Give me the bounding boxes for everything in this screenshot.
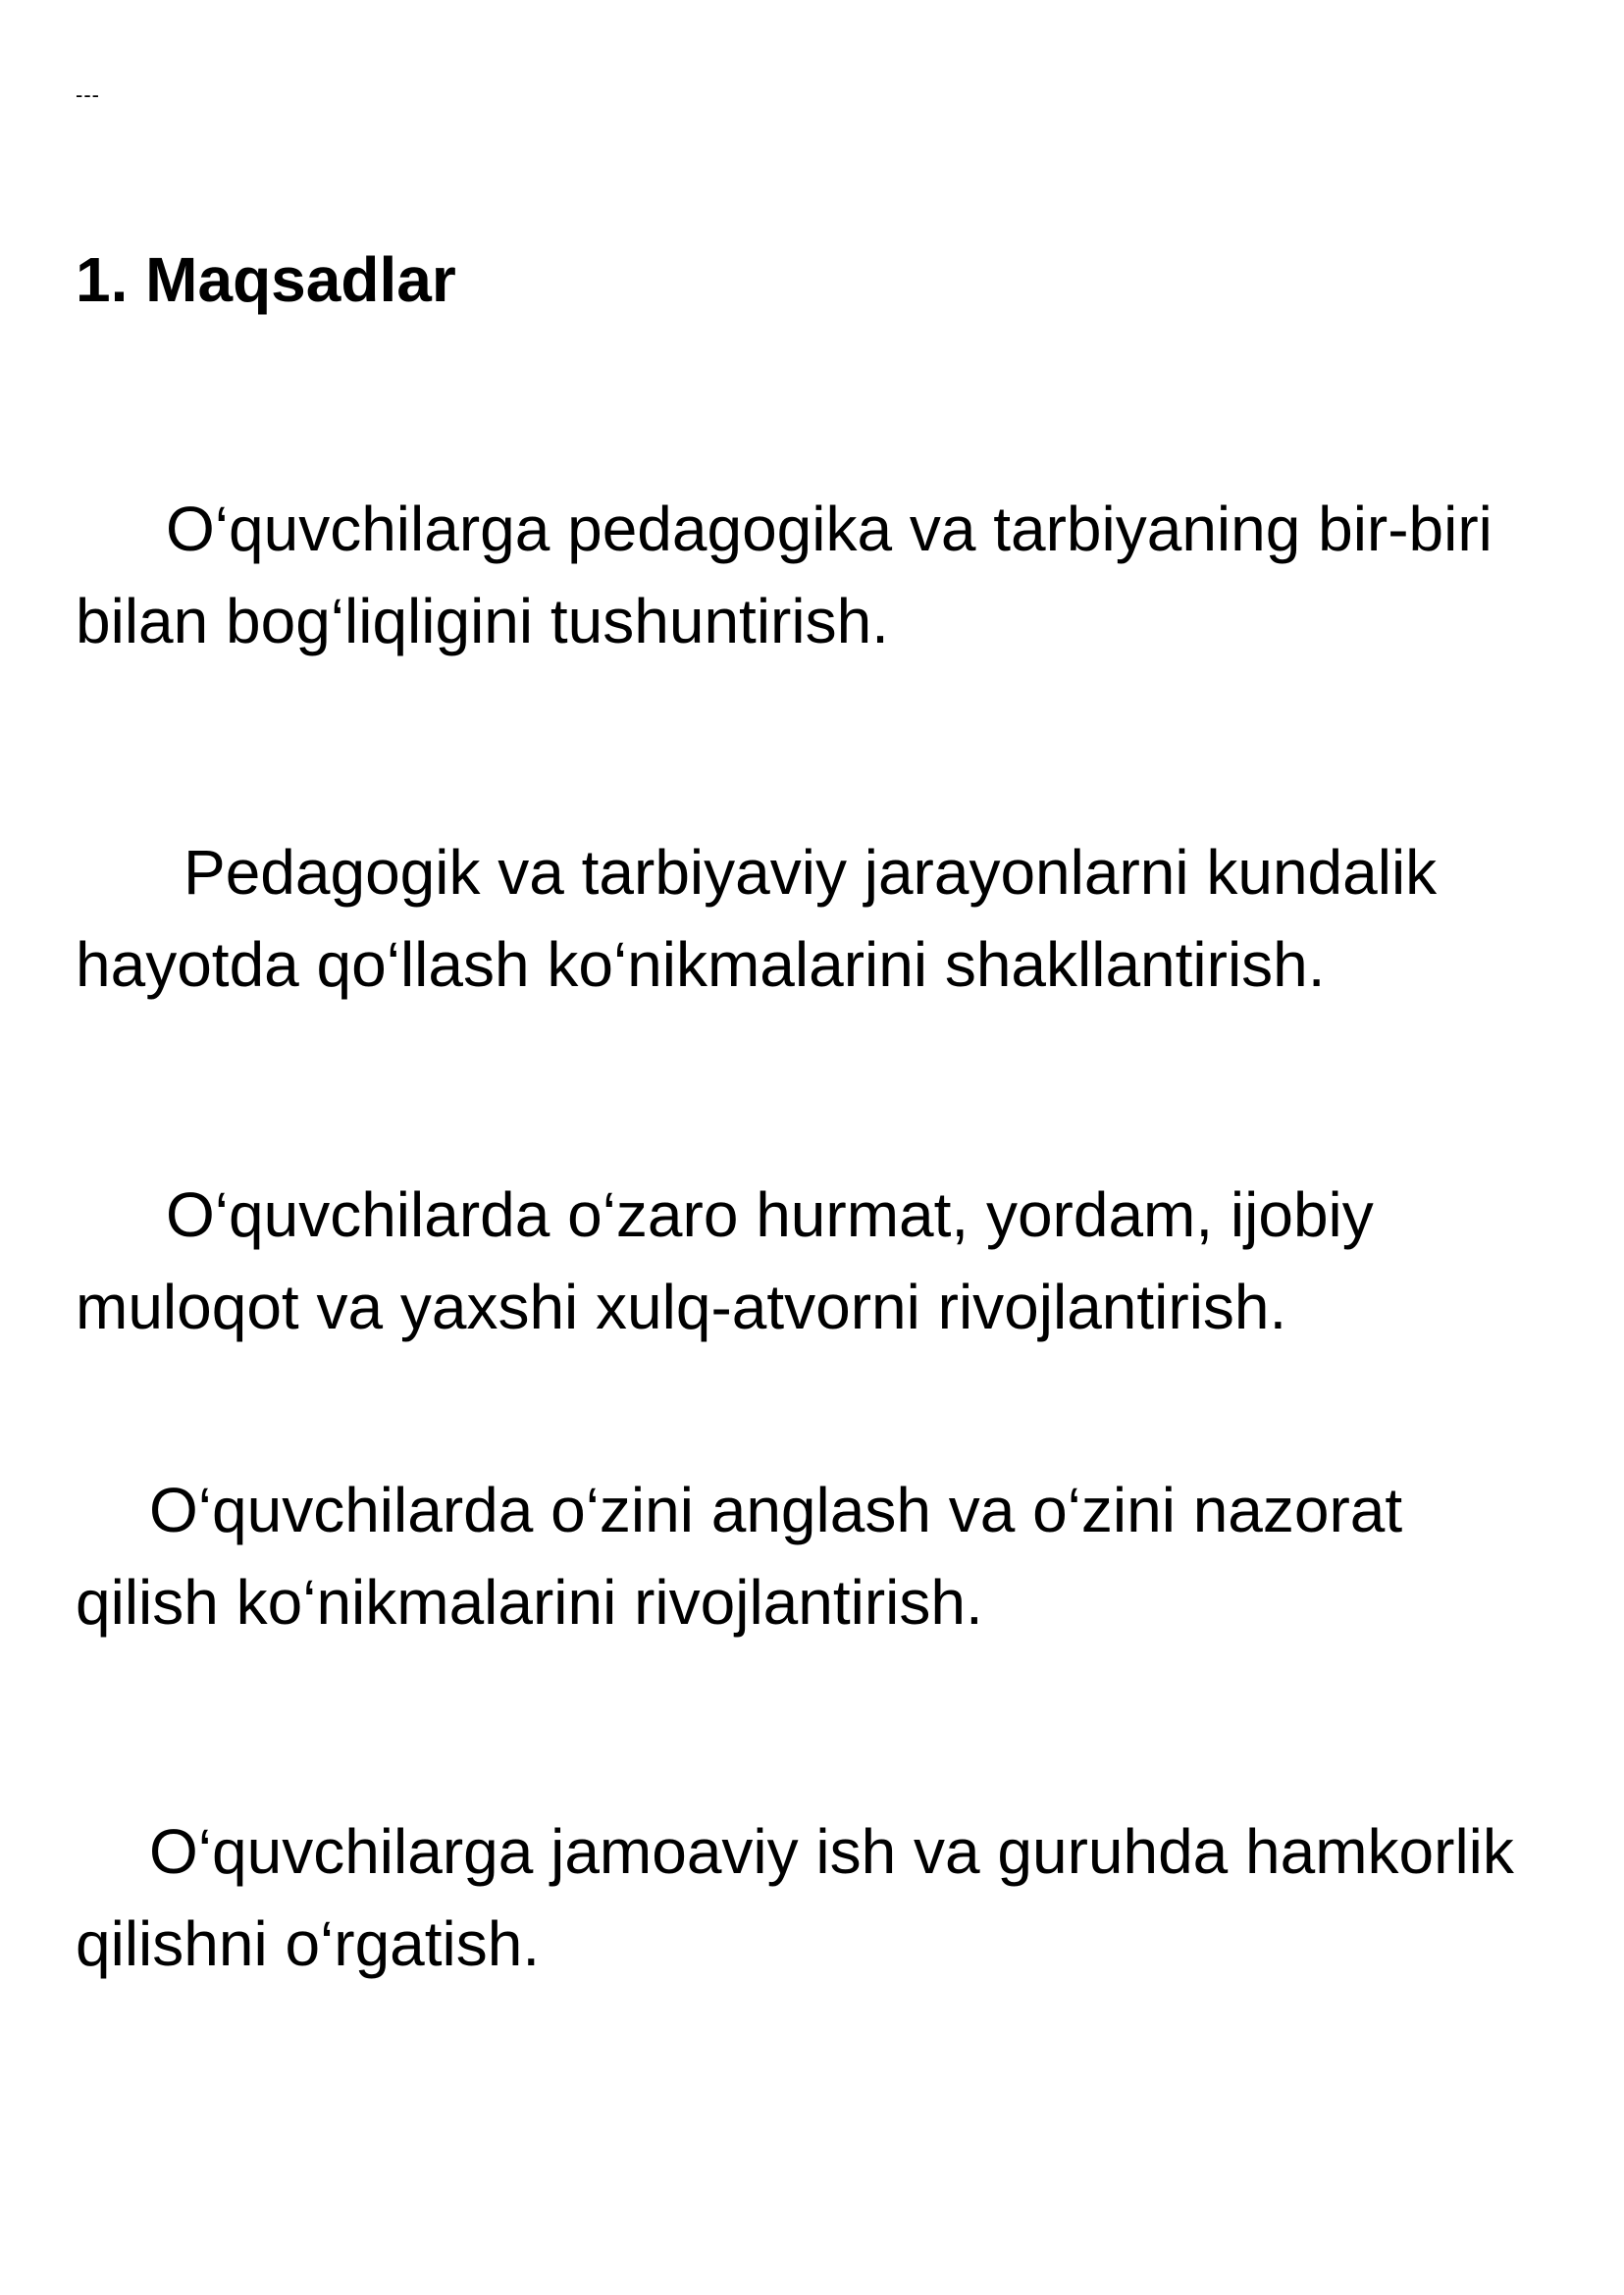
goal-paragraph-1: O‘quvchilarga pedagogika va tarbiyaning bir-biri bilan bog‘liqligini tushuntirish. bbox=[76, 494, 1493, 656]
goal-paragraph-2: Pedagogik va tarbiyaviy jarayonlarni kundalik hayotda qo‘llash ko‘nikmalarini shakllantirish. bbox=[76, 837, 1438, 1000]
goal-paragraph-5: O‘quvchilarga jamoaviy ish va guruhda hamkorlik qilishni o‘rgatish. bbox=[76, 1816, 1514, 1979]
goal-paragraph-4: O‘quvchilarda o‘zini anglash va o‘zini nazorat qilish ko‘nikmalarini rivojlantirish. bbox=[76, 1475, 1403, 1638]
section-heading: 1. Maqsadlar bbox=[76, 244, 456, 315]
goal-paragraph-3: O‘quvchilarda o‘zaro hurmat, yordam, ijobiy muloqot va yaxshi xulq-atvorni rivojlantirish. bbox=[76, 1179, 1374, 1342]
horizontal-separator: --- bbox=[76, 82, 100, 107]
